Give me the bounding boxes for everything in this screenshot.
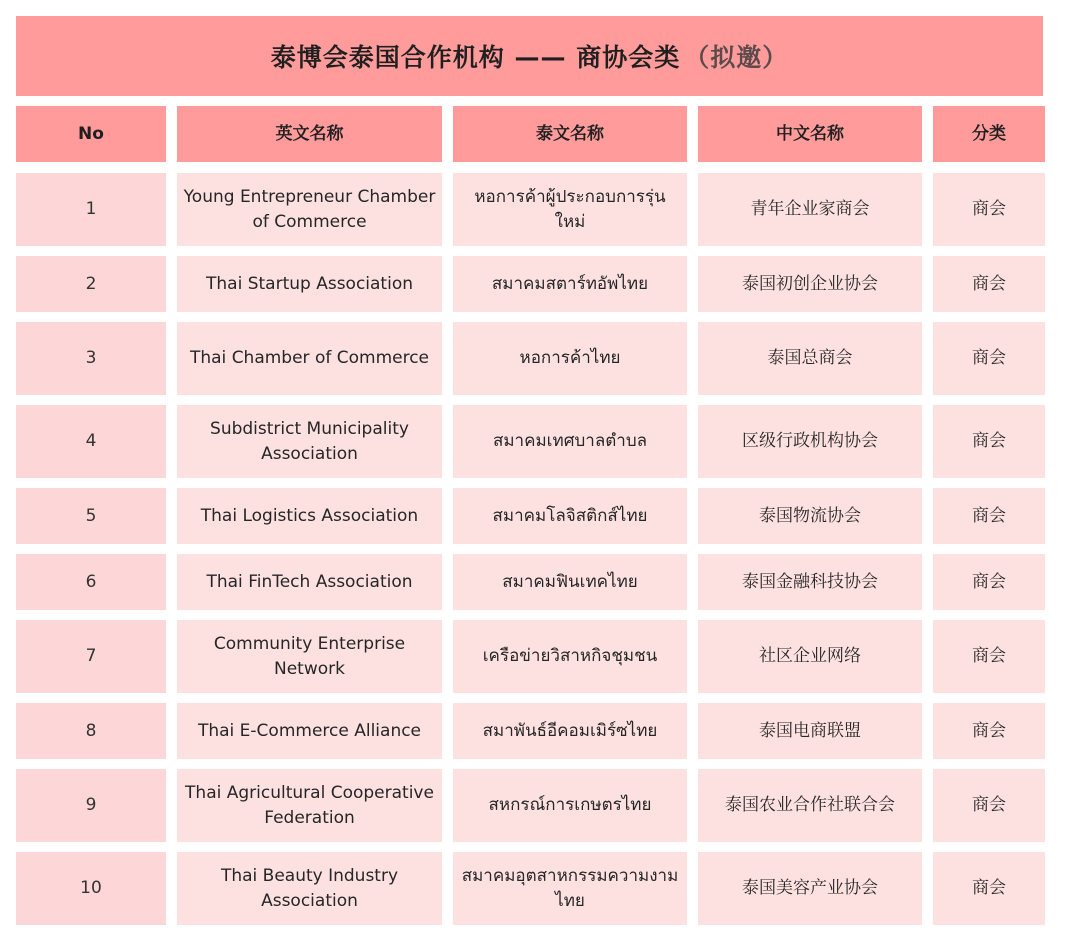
row-9-english: Thai Agricultural Cooperative Federation — [177, 769, 442, 842]
row-3-english: Thai Chamber of Commerce — [177, 322, 442, 395]
row-4-chinese: 区级行政机构协会 — [698, 405, 922, 478]
organization-table — [16, 106, 1043, 935]
row-3-category: 商会 — [933, 322, 1045, 395]
header-english-name: 英文名称 — [177, 106, 442, 162]
header-no: No — [16, 106, 166, 162]
row-4-category: 商会 — [933, 405, 1045, 478]
row-5-category: 商会 — [933, 488, 1045, 544]
title-main: 泰博会泰国合作机构 —— 商协会类 — [270, 43, 681, 72]
row-6-chinese: 泰国金融科技协会 — [698, 554, 922, 610]
row-8-english: Thai E-Commerce Alliance — [177, 703, 442, 759]
row-5-chinese: 泰国物流协会 — [698, 488, 922, 544]
table-title — [16, 16, 1043, 96]
row-10-thai: สมาคมอุตสาหกรรมความงามไทย — [453, 852, 687, 925]
row-2-no: 2 — [16, 256, 166, 312]
row-7-thai: เครือข่ายวิสาหกิจชุมชน — [453, 620, 687, 693]
header-category: 分类 — [933, 106, 1045, 162]
row-9-no: 9 — [16, 769, 166, 842]
row-1-no: 1 — [16, 173, 166, 246]
row-7-english: Community Enterprise Network — [177, 620, 442, 693]
row-1-category: 商会 — [933, 173, 1045, 246]
row-5-no: 5 — [16, 488, 166, 544]
row-2-chinese: 泰国初创企业协会 — [698, 256, 922, 312]
row-3-thai: หอการค้าไทย — [453, 322, 687, 395]
row-8-no: 8 — [16, 703, 166, 759]
row-8-category: 商会 — [933, 703, 1045, 759]
row-4-english: Subdistrict Municipality Association — [177, 405, 442, 478]
row-9-thai: สหกรณ์การเกษตรไทย — [453, 769, 687, 842]
row-5-thai: สมาคมโลจิสติกส์ไทย — [453, 488, 687, 544]
row-4-thai: สมาคมเทศบาลตำบล — [453, 405, 687, 478]
row-10-category: 商会 — [933, 852, 1045, 925]
row-10-english: Thai Beauty Industry Association — [177, 852, 442, 925]
row-10-chinese: 泰国美容产业协会 — [698, 852, 922, 925]
row-6-no: 6 — [16, 554, 166, 610]
row-9-chinese: 泰国农业合作社联合会 — [698, 769, 922, 842]
row-1-thai: หอการค้าผู้ประกอบการรุ่นใหม่ — [453, 173, 687, 246]
row-7-chinese: 社区企业网络 — [698, 620, 922, 693]
row-1-chinese: 青年企业家商会 — [698, 173, 922, 246]
row-7-no: 7 — [16, 620, 166, 693]
row-3-no: 3 — [16, 322, 166, 395]
row-8-chinese: 泰国电商联盟 — [698, 703, 922, 759]
row-8-thai: สมาพันธ์อีคอมเมิร์ซไทย — [453, 703, 687, 759]
row-1-english: Young Entrepreneur Chamber of Commerce — [177, 173, 442, 246]
title-suffix: （拟邀） — [684, 43, 789, 72]
row-2-category: 商会 — [933, 256, 1045, 312]
row-6-category: 商会 — [933, 554, 1045, 610]
header-thai-name: 泰文名称 — [453, 106, 687, 162]
row-3-chinese: 泰国总商会 — [698, 322, 922, 395]
row-2-english: Thai Startup Association — [177, 256, 442, 312]
header-chinese-name: 中文名称 — [698, 106, 922, 162]
row-6-thai: สมาคมฟินเทคไทย — [453, 554, 687, 610]
row-9-category: 商会 — [933, 769, 1045, 842]
row-7-category: 商会 — [933, 620, 1045, 693]
row-2-thai: สมาคมสตาร์ทอัพไทย — [453, 256, 687, 312]
row-6-english: Thai FinTech Association — [177, 554, 442, 610]
row-4-no: 4 — [16, 405, 166, 478]
row-5-english: Thai Logistics Association — [177, 488, 442, 544]
row-10-no: 10 — [16, 852, 166, 925]
